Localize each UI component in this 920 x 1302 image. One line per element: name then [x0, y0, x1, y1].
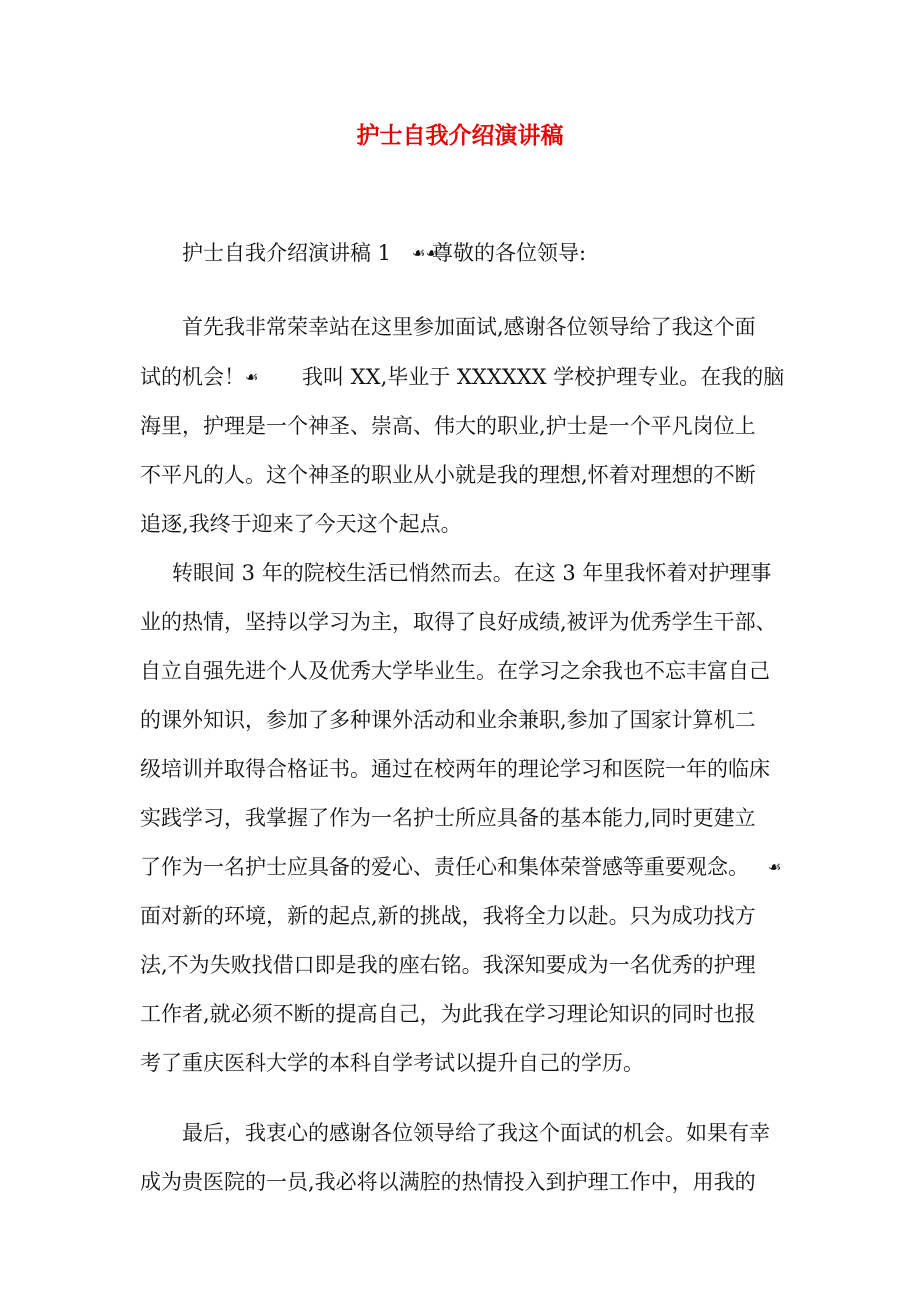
- text-line-content: 工作者,就必须不断的提高自己，为此我在学习理论知识的同时也报: [140, 1002, 756, 1026]
- text-line-content: 法,不为失败找借口即是我的座右铭。我深知要成为一名优秀的护理: [140, 953, 756, 977]
- text-line-content: 的课外知识，参加了多种课外活动和业余兼职,参加了国家计算机二: [140, 708, 756, 732]
- decorative-mark-icon: ☙: [245, 368, 259, 386]
- text-line-content: 试的机会！: [140, 365, 245, 389]
- text-line: [0, 307, 920, 347]
- text-line: [0, 406, 920, 446]
- text-line-content: 面对新的环境，新的起点,新的挑战，我将全力以赴。只为成功找方: [140, 904, 756, 928]
- text-line-content: 成为贵医院的一员,我必将以满腔的热情投入到护理工作中，用我的: [140, 1170, 756, 1194]
- text-line: [0, 553, 920, 593]
- text-line-content: 级培训并取得合格证书。通过在校两年的理论学习和医院一年的临床: [140, 757, 770, 781]
- text-line: [0, 1043, 920, 1083]
- text-line: [0, 602, 920, 642]
- text-line: [0, 749, 920, 789]
- text-line: [0, 700, 920, 740]
- document-title: 护士自我介绍演讲稿: [356, 123, 564, 149]
- salutation-text: 尊敬的各位领导:: [432, 241, 587, 265]
- paragraph-heading-line: [0, 233, 920, 273]
- text-line-content: 不平凡的人。这个神圣的职业从小就是我的理想,怀着对理想的不断: [140, 463, 756, 487]
- text-line-content: 业的热情，坚持以学习为主，取得了良好成绩,被评为优秀学生干部、: [140, 610, 777, 634]
- text-line-content: 自立自强先进个人及优秀大学毕业生。在学习之余我也不忘丰富自己: [140, 659, 770, 683]
- text-line: [0, 504, 920, 544]
- text-line-content: 海里，护理是一个神圣、崇高、伟大的职业,护士是一个平凡岗位上: [140, 414, 756, 438]
- text-line: [0, 847, 920, 887]
- text-line: [0, 1113, 920, 1153]
- decorative-mark-icon: ☙☙: [412, 244, 439, 262]
- text-line-content: 实践学习，我掌握了作为一名护士所应具备的基本能力,同时更建立: [140, 806, 756, 830]
- text-line: [0, 1162, 920, 1202]
- speech-number-heading: 护士自我介绍演讲稿 1: [182, 241, 392, 265]
- text-line-content: 最后，我衷心的感谢各位领导给了我这个面试的机会。如果有幸: [182, 1121, 770, 1145]
- text-line: [0, 357, 920, 397]
- text-line-content: 首先我非常荣幸站在这里参加面试,感谢各位领导给了我这个面: [182, 315, 756, 339]
- text-line-content: 我叫 XX,毕业于 XXXXXX 学校护理专业。在我的脑: [302, 365, 785, 389]
- text-line: [0, 798, 920, 838]
- decorative-mark-icon: ☙: [768, 858, 782, 876]
- text-line: [0, 994, 920, 1034]
- text-line: [0, 455, 920, 495]
- text-line-content: 考了重庆医科大学的本科自学考试以提升自己的学历。: [140, 1051, 644, 1075]
- text-line: [0, 945, 920, 985]
- text-line-content: 转眼间 3 年的院校生活已悄然而去。在这 3 年里我怀着对护理事: [172, 561, 772, 585]
- text-line-content: 追逐,我终于迎来了今天这个起点。: [140, 512, 462, 536]
- text-line-content: 了作为一名护士应具备的爱心、责任心和集体荣誉感等重要观念。: [140, 855, 749, 879]
- text-line: [0, 896, 920, 936]
- text-line: [0, 651, 920, 691]
